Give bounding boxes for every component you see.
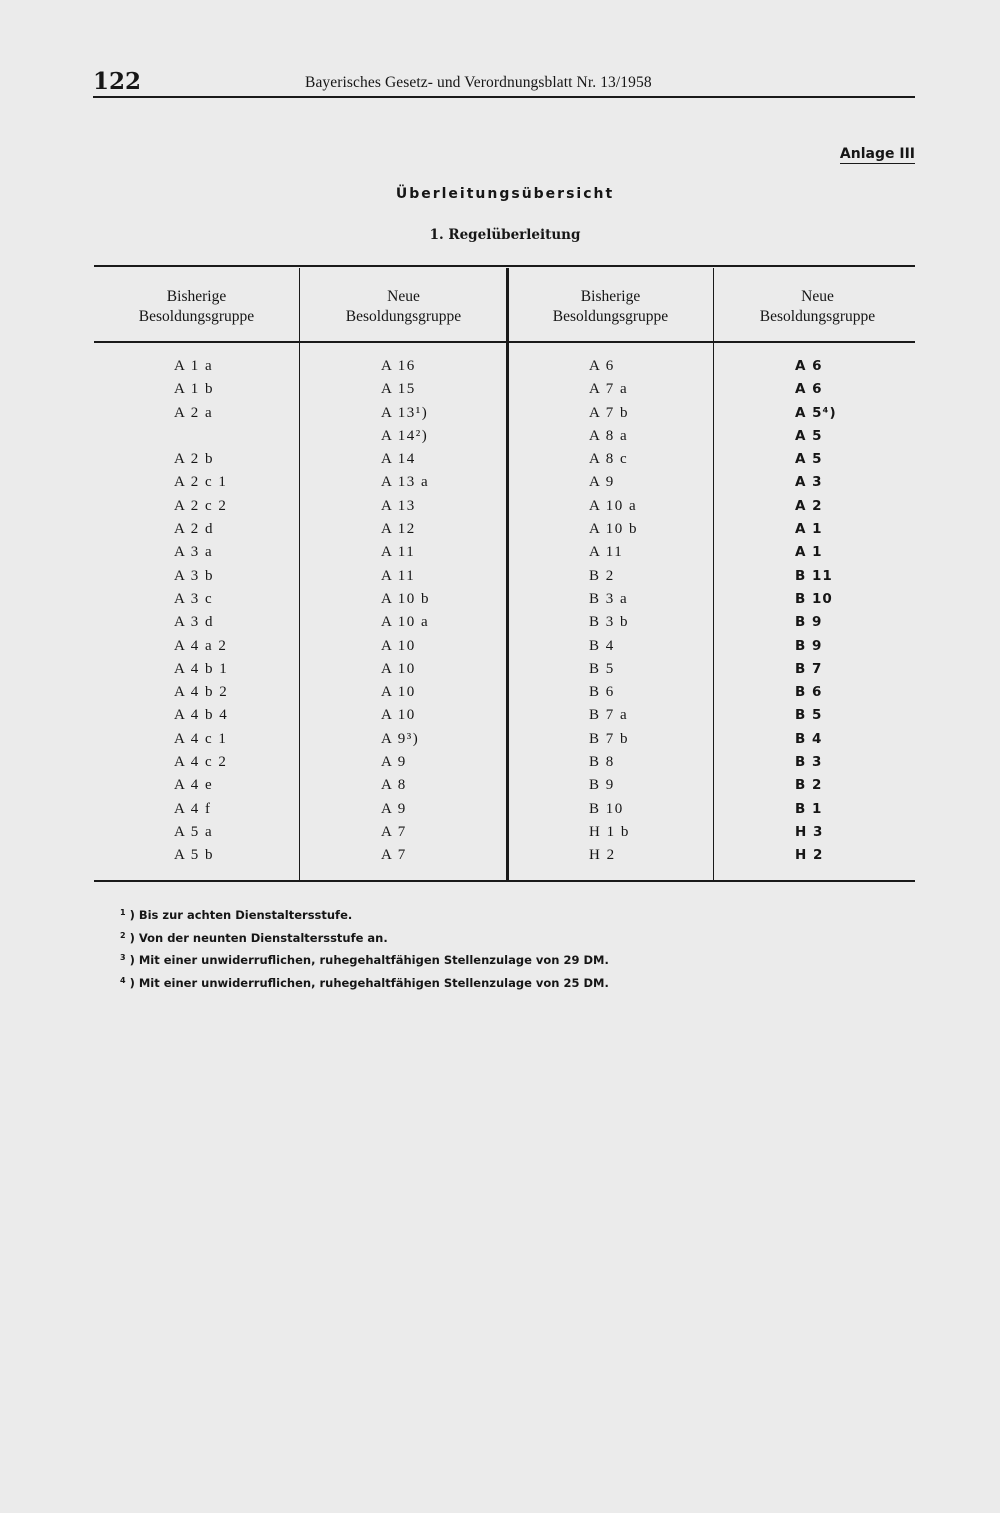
table-row xyxy=(94,681,915,704)
table-cell: A 2 c 1 xyxy=(174,474,228,491)
table-cell: A 1 a xyxy=(174,358,214,374)
table-row xyxy=(94,658,915,681)
table-cell: A 7 a xyxy=(589,381,629,398)
footnote-mark: 2 xyxy=(120,930,126,940)
table-row xyxy=(94,425,915,448)
table-cell: A 5 b xyxy=(174,847,215,864)
table-cell: A 13¹) xyxy=(381,404,429,421)
table-cell: B 9 xyxy=(795,614,823,631)
table-cell: A 10 xyxy=(381,660,416,677)
table-cell: A 13 a xyxy=(381,474,430,491)
table-cell: A 10 a xyxy=(589,497,638,514)
footnote-text: ) Von der neunten Dienstaltersstufe an. xyxy=(129,930,388,945)
table-cell: A 4 b 1 xyxy=(174,660,229,677)
table-bottom-rule xyxy=(94,880,915,882)
table-cell: B 6 xyxy=(589,684,615,701)
table-cell: A 2 b xyxy=(174,451,215,468)
table-cell: A 2 d xyxy=(174,521,215,538)
table-cell: A 6 xyxy=(795,381,823,398)
table-cell: A 4 a 2 xyxy=(174,637,228,654)
footnote xyxy=(120,948,609,971)
table-cell: B 6 xyxy=(795,684,823,701)
table-cell: A 10 a xyxy=(381,614,430,631)
table-cell: A 2 c 2 xyxy=(174,497,228,514)
table-row xyxy=(94,355,915,378)
table-cell: A 7 xyxy=(381,847,407,864)
table-cell: A 3 c xyxy=(174,590,214,607)
footnote-text: ) Bis zur achten Dienstaltersstufe. xyxy=(129,908,353,922)
table-cell: A 6 xyxy=(589,358,615,374)
page-header xyxy=(93,68,915,98)
table-cell: A 8 a xyxy=(589,427,629,444)
table-cell: A 11 xyxy=(381,567,416,584)
table-cell: A 13 xyxy=(381,497,416,514)
table-cell: A 7 xyxy=(381,823,407,840)
table-cell: B 10 xyxy=(589,800,624,817)
table-row xyxy=(94,588,915,611)
footnote-text: ) Mit einer unwiderruflichen, ruhegehaltfähigen Stellenzulage von 25 DM. xyxy=(129,975,609,990)
table-cell: B 4 xyxy=(589,637,615,654)
table-cell: A 4 e xyxy=(174,777,214,794)
table-cell: A 6 xyxy=(795,358,823,374)
footnote xyxy=(120,971,609,994)
table-cell: A 4 c 2 xyxy=(174,754,228,771)
table-row xyxy=(94,448,915,471)
table-cell: A 8 c xyxy=(589,451,629,468)
table-cell: B 5 xyxy=(795,707,823,724)
table-cell: B 1 xyxy=(795,800,823,817)
table-cell: H 2 xyxy=(795,847,824,864)
table-row xyxy=(94,541,915,564)
conversion-table xyxy=(94,265,915,885)
table-cell: B 3 a xyxy=(589,590,629,607)
table-cell: A 11 xyxy=(589,544,624,561)
document-title: Überleitungsübersicht xyxy=(395,186,615,202)
table-cell: A 2 xyxy=(795,497,823,514)
table-cell: H 3 xyxy=(795,823,824,840)
table-cell: A 4 b 2 xyxy=(174,684,229,701)
footnote-mark: 4 xyxy=(120,975,126,985)
table-cell: B 10 xyxy=(795,590,833,607)
table-cell: A 2 a xyxy=(174,404,214,421)
table-cell: A 3 xyxy=(795,474,823,491)
table-cell: B 7 a xyxy=(589,707,629,724)
table-cell: A 3 d xyxy=(174,614,215,631)
table-row xyxy=(94,378,915,401)
table-cell: A 9 xyxy=(381,800,407,817)
table-cell: A 10 b xyxy=(589,521,639,538)
table-cell: A 5 xyxy=(795,427,823,444)
table-cell: B 7 b xyxy=(589,730,630,747)
table-cell: B 11 xyxy=(795,567,833,584)
table-cell: A 10 xyxy=(381,707,416,724)
table-cell: A 9³) xyxy=(381,730,420,747)
table-row xyxy=(94,611,915,634)
column-header: Neue Besoldungsgruppe xyxy=(345,288,462,325)
table-header-rule xyxy=(94,341,915,343)
table-cell: A 12 xyxy=(381,521,416,538)
table-cell: A 10 xyxy=(381,637,416,654)
column-header: Bisherige Besoldungsgruppe xyxy=(138,288,255,325)
table-cell: A 1 b xyxy=(174,381,215,398)
table-row xyxy=(94,518,915,541)
footnotes xyxy=(120,903,609,993)
footnote-mark: 1 xyxy=(120,908,126,917)
table-cell: A 5⁴) xyxy=(795,404,837,421)
table-row xyxy=(94,565,915,588)
table-cell: A 10 xyxy=(381,684,416,701)
footnote xyxy=(120,926,609,949)
table-cell: A 5 xyxy=(795,451,823,468)
table-cell: B 3 xyxy=(795,754,823,771)
table-cell: A 14²) xyxy=(381,427,429,444)
table-cell: A 3 b xyxy=(174,567,215,584)
table-cell: A 8 xyxy=(381,777,407,794)
column-header: Neue Besoldungsgruppe xyxy=(759,288,876,325)
running-title: Bayerisches Gesetz- und Verordnungsblatt Nr. 13/1958 xyxy=(305,74,652,91)
table-row xyxy=(94,402,915,425)
footnote-mark: 3 xyxy=(120,953,126,962)
table-cell: H 2 xyxy=(589,847,616,864)
table-cell: B 8 xyxy=(589,754,615,771)
table-cell: B 3 b xyxy=(589,614,630,631)
page-number: 122 xyxy=(93,68,142,95)
table-cell: A 14 xyxy=(381,451,416,468)
table-cell: B 7 xyxy=(795,660,823,677)
annex-label: Anlage III xyxy=(839,146,915,162)
table-row xyxy=(94,471,915,494)
table-row xyxy=(94,751,915,774)
table-row xyxy=(94,635,915,658)
table-cell: B 2 xyxy=(589,567,615,584)
table-cell: B 2 xyxy=(795,777,823,794)
table-cell: A 3 a xyxy=(174,544,214,561)
table-cell: A 4 b 4 xyxy=(174,707,229,724)
table-cell: A 4 c 1 xyxy=(174,730,228,747)
table-cell: A 15 xyxy=(381,381,416,398)
column-header: Bisherige Besoldungsgruppe xyxy=(552,288,669,325)
table-cell: A 10 b xyxy=(381,590,431,607)
table-cell: A 5 a xyxy=(174,823,214,840)
table-cell: A 4 f xyxy=(174,800,212,817)
table-cell: B 5 xyxy=(589,660,615,677)
table-row xyxy=(94,821,915,844)
table-row xyxy=(94,704,915,727)
table-cell: A 9 xyxy=(381,754,407,771)
table-cell: A 7 b xyxy=(589,404,630,421)
table-cell: A 11 xyxy=(381,544,416,561)
table-cell: A 1 xyxy=(795,544,823,561)
table-cell: A 1 xyxy=(795,521,823,538)
table-row xyxy=(94,844,915,867)
table-row xyxy=(94,495,915,518)
table-cell: B 9 xyxy=(795,637,823,654)
table-cell: B 9 xyxy=(589,777,615,794)
table-cell: B 4 xyxy=(795,730,823,747)
table-body xyxy=(94,355,915,868)
table-row xyxy=(94,728,915,751)
section-title: 1. Regelüberleitung xyxy=(429,227,581,243)
footnote xyxy=(120,903,609,926)
table-cell: A 9 xyxy=(589,474,615,491)
table-top-rule xyxy=(94,265,915,267)
table-row xyxy=(94,774,915,797)
table-row xyxy=(94,798,915,821)
table-cell: A 16 xyxy=(381,358,416,374)
footnote-text: ) Mit einer unwiderruflichen, ruhegehaltfähigen Stellenzulage von 29 DM. xyxy=(129,953,609,967)
table-cell: H 1 b xyxy=(589,823,630,840)
